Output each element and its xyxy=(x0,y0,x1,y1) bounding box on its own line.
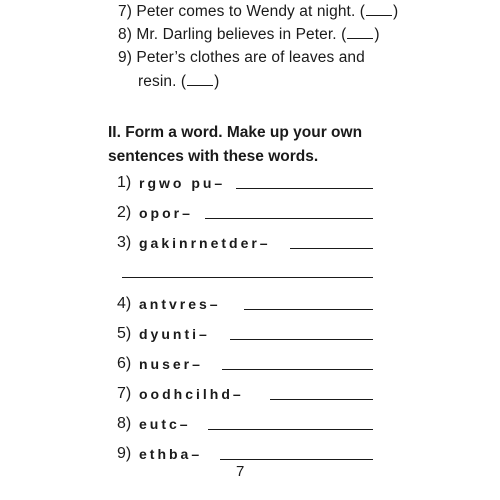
answer-line-2[interactable] xyxy=(205,218,373,219)
answer-line-3[interactable] xyxy=(290,248,373,249)
statement-text: resin. ( xyxy=(138,73,187,90)
answer-line-1[interactable] xyxy=(236,188,373,189)
scrambled-letters: antvres– xyxy=(139,296,221,312)
answer-line-4[interactable] xyxy=(244,309,373,310)
section-title: II. Form a word. Make up your own sentences with these words. xyxy=(108,124,363,165)
scrambled-letters: ethba– xyxy=(139,446,203,462)
scrambled-letters: gakinrnetder– xyxy=(139,235,271,251)
scrambled-letters: opor– xyxy=(139,205,193,221)
answer-blank[interactable] xyxy=(366,2,392,16)
answer-line-6[interactable] xyxy=(222,369,373,370)
scrambled-letters: oodhcilhd– xyxy=(139,386,244,402)
word-item-1 xyxy=(117,172,377,194)
word-item-4 xyxy=(117,293,377,315)
item-number: 6) xyxy=(117,355,132,372)
statement-9 xyxy=(118,48,365,68)
paren-close: ) xyxy=(393,3,399,20)
item-number: 8) xyxy=(117,415,132,432)
word-item-3 xyxy=(117,232,377,254)
answer-line-8[interactable] xyxy=(208,429,373,430)
answer-line-3-continued[interactable] xyxy=(122,277,373,278)
statement-8 xyxy=(118,25,380,45)
paren-close: ) xyxy=(214,73,220,90)
item-number: 4) xyxy=(117,295,132,312)
statement-text: 7) Peter comes to Wendy at night. ( xyxy=(118,3,366,20)
word-item-6 xyxy=(117,353,377,375)
item-number: 1) xyxy=(117,174,132,191)
scrambled-letters: dyunti– xyxy=(139,326,210,342)
statement-text: 8) Mr. Darling believes in Peter. ( xyxy=(118,26,347,43)
item-number: 2) xyxy=(117,204,132,221)
statement-9-continued xyxy=(138,72,219,92)
answer-line-9[interactable] xyxy=(220,459,373,460)
item-number: 7) xyxy=(117,385,132,402)
word-item-7 xyxy=(117,383,377,405)
scrambled-letters: nuser– xyxy=(139,356,203,372)
answer-blank[interactable] xyxy=(347,25,373,39)
statement-7 xyxy=(118,2,398,22)
item-number: 9) xyxy=(117,445,132,462)
item-number: 5) xyxy=(117,325,132,342)
paren-close: ) xyxy=(374,26,380,43)
answer-line-7[interactable] xyxy=(270,399,373,400)
scrambled-letters: rgwo pu– xyxy=(139,175,226,191)
statement-text: 9) Peter’s clothes are of leaves and xyxy=(118,49,365,66)
word-item-8 xyxy=(117,413,377,435)
word-item-5 xyxy=(117,323,377,345)
answer-line-5[interactable] xyxy=(230,339,373,340)
word-item-9 xyxy=(117,443,377,465)
word-item-2 xyxy=(117,202,377,224)
scrambled-letters: eutc– xyxy=(139,416,191,432)
answer-blank[interactable] xyxy=(187,72,213,86)
item-number: 3) xyxy=(117,234,132,251)
page-number: 7 xyxy=(236,463,245,480)
